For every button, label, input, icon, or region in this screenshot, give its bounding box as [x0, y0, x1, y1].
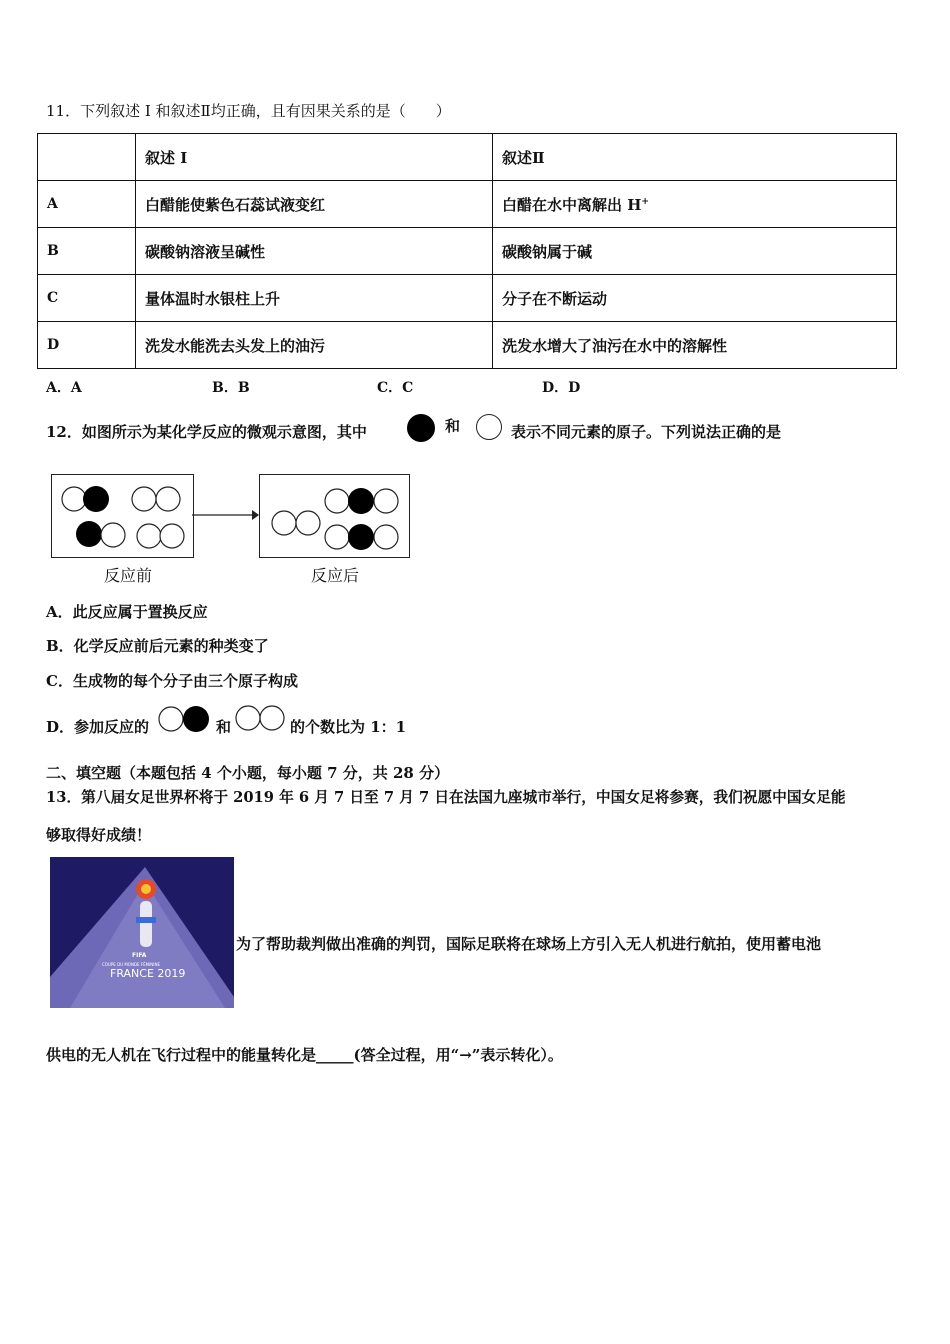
superscript-plus: +: [641, 196, 649, 207]
statement-2-cell: 洗发水增大了油污在水中的溶解性: [493, 322, 897, 369]
q11-table: [37, 133, 897, 369]
statement-1-cell: 洗发水能洗去头发上的油污: [136, 322, 493, 369]
logo-small-text: COUPE DU MONDE FÉMININE: [102, 962, 160, 967]
statement-1-cell: 白醋能使紫色石蕊试液变红: [136, 181, 493, 228]
caption-before: 反应前: [104, 566, 153, 585]
q13-line2: 够取得好成绩！: [46, 826, 152, 844]
q12-choice-d-pre[interactable]: D．参加反应的: [46, 718, 150, 736]
statement-2-cell: [493, 181, 897, 228]
logo-main-text: FRANCE 2019: [110, 967, 186, 980]
statement-1-cell: 量体温时水银柱上升: [136, 275, 493, 322]
statement-2-cell: 分子在不断运动: [493, 275, 897, 322]
white-white-molecule-icon: [235, 704, 287, 734]
row-key: A: [38, 181, 136, 228]
q13-line1: 13．第八届女足世界杯将于 2019 年 6 月 7 日至 7 月 7 日在法国九座城市举行，中国女足将参赛，我们祝愿中国女足能: [46, 789, 846, 806]
q13-line3: 供电的无人机在飞行过程中的能量转化是_____(答全过程，用“→”表示转化）。: [46, 1046, 563, 1064]
caption-after: 反应后: [311, 566, 360, 585]
reaction-arrow-icon: [192, 507, 260, 523]
black-atom-icon: [407, 414, 435, 442]
statement-2-cell: 碳酸钠属于碱: [493, 228, 897, 275]
q12-choice-c[interactable]: C．生成物的每个分子由三个原子构成: [46, 672, 298, 690]
table-row: [38, 275, 897, 322]
before-molecules: [52, 475, 193, 557]
row-key: B: [38, 228, 136, 275]
q12-choice-b[interactable]: B．化学反应前后元素的种类变了: [46, 637, 269, 655]
q12-title-pre: 12．如图所示为某化学反应的微观示意图，其中: [46, 423, 367, 441]
logo-graphic: [50, 857, 234, 1008]
q12-choice-d-post: 的个数比为 1：1: [290, 718, 407, 736]
header-cell-statement-1: 叙述 I: [136, 134, 493, 181]
q12-title-and: 和: [445, 417, 461, 435]
section-heading: 二、填空题（本题包括 4 个小题，每小题 7 分，共 28 分）: [46, 764, 450, 782]
q13-beside-text: 为了帮助裁判做出准确的判罚，国际足联将在球场上方引入无人机进行航拍，使用蓄电池: [236, 935, 822, 953]
header-cell-empty: [38, 134, 136, 181]
white-atom-icon: [476, 414, 502, 440]
row-key: D: [38, 322, 136, 369]
q12-choice-a[interactable]: A．此反应属于置换反应: [46, 603, 208, 621]
q11-option-a[interactable]: A．A: [46, 380, 82, 396]
table-row: [38, 322, 897, 369]
q11-option-d[interactable]: D．D: [542, 380, 581, 396]
table-row: [38, 228, 897, 275]
black-white-molecule-icon: [157, 704, 213, 734]
q12-title-post: 表示不同元素的原子。下列说法正确的是: [511, 423, 782, 441]
q11-option-c[interactable]: C．C: [377, 380, 414, 396]
q11-title: 11．下列叙述 I 和叙述Ⅱ均正确，且有因果关系的是（ ）: [46, 102, 451, 120]
table-row: [38, 181, 897, 228]
statement-2-text: 白醋在水中离解出 H: [502, 195, 642, 214]
logo-fifa-text: FIFA: [132, 952, 147, 959]
table-header-row: [38, 134, 897, 181]
q11-option-b[interactable]: B．B: [212, 380, 250, 396]
row-key: C: [38, 275, 136, 322]
after-reaction-box: [259, 474, 410, 558]
q12-choice-d-and: 和: [216, 718, 232, 736]
before-reaction-box: [51, 474, 194, 558]
after-molecules: [260, 475, 409, 557]
header-cell-statement-2: 叙述Ⅱ: [493, 134, 897, 181]
fifa-logo-image: [50, 857, 234, 1008]
statement-1-cell: 碳酸钠溶液呈碱性: [136, 228, 493, 275]
